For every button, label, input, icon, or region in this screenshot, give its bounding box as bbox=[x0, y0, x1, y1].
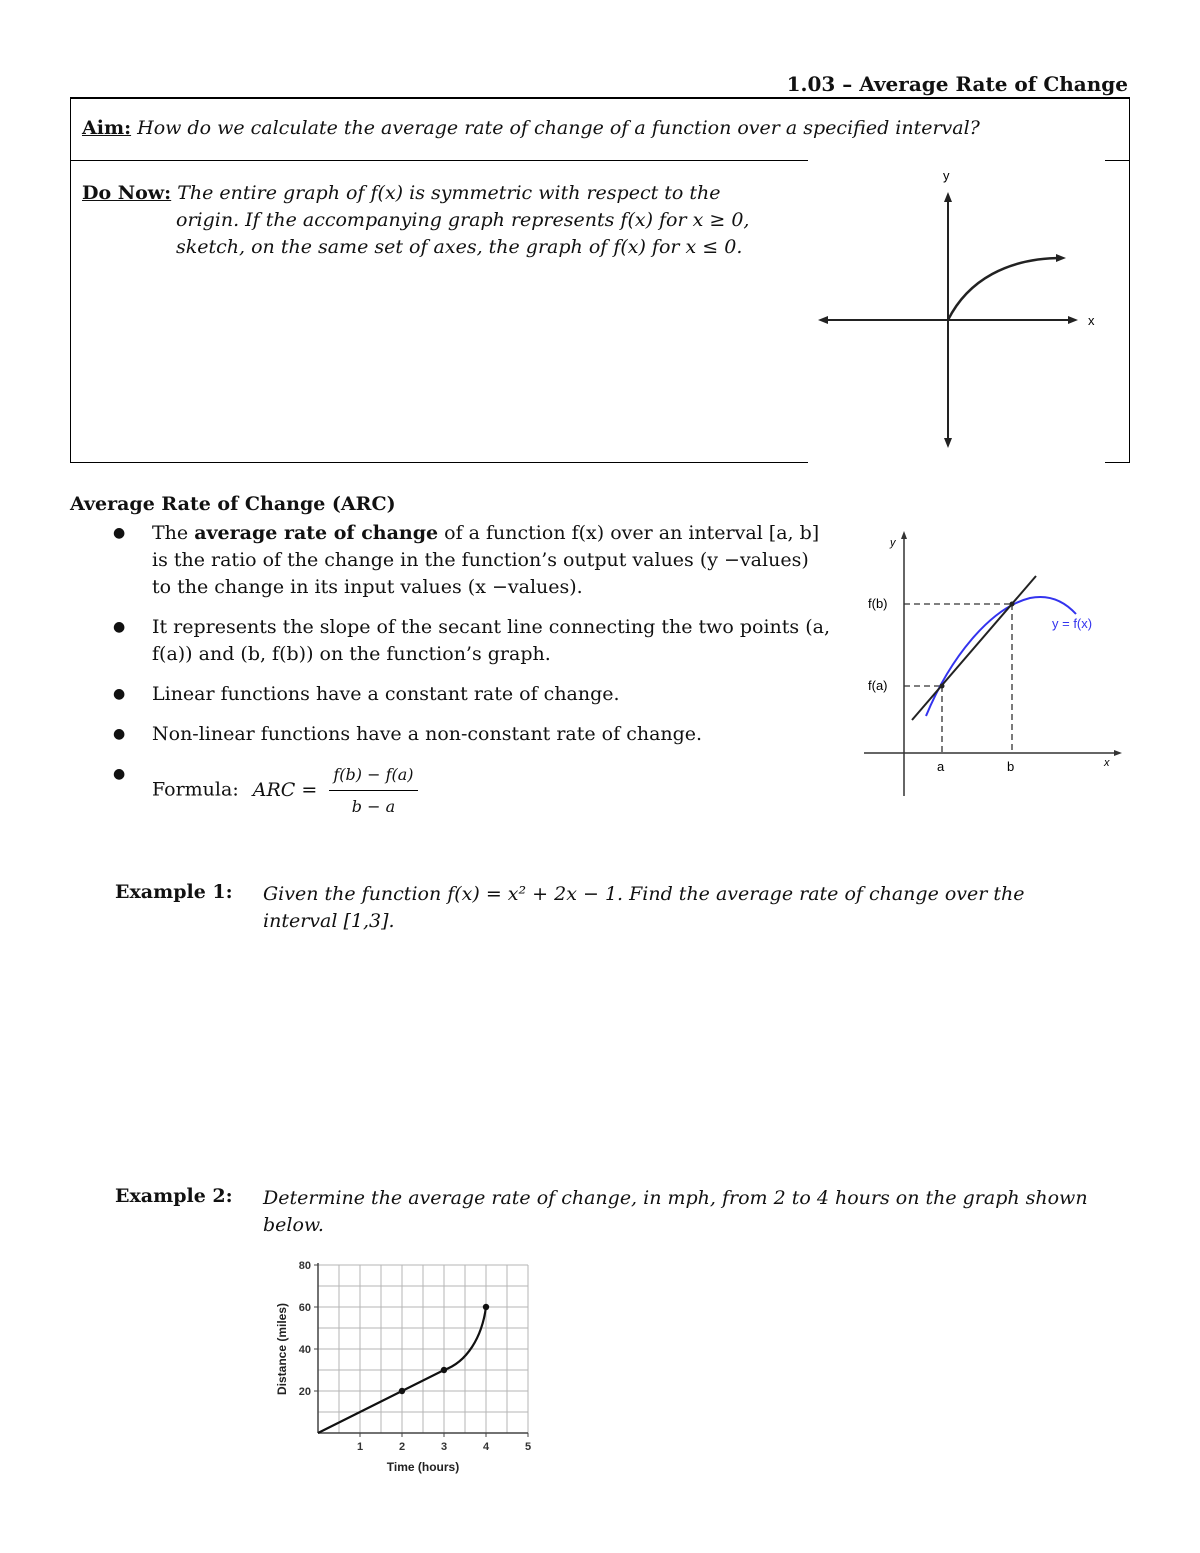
x-tick-label: 2 bbox=[398, 1441, 406, 1453]
y-axis-down-arrow bbox=[944, 438, 952, 448]
x-axis-arrow bbox=[1114, 750, 1122, 756]
example2-label: Example 2: bbox=[115, 1185, 233, 1207]
x-axis-label: x bbox=[1088, 313, 1095, 328]
y-axis-label: y bbox=[890, 537, 896, 549]
list-item bbox=[110, 761, 830, 820]
do-now-line3: sketch, on the same set of axes, the graph of f(x) for x ≤ 0. bbox=[176, 236, 743, 258]
chart-axes bbox=[314, 1263, 528, 1437]
example2-line1: Determine the average rate of change, in mph, from 2 to 4 hours on the graph shown bbox=[263, 1187, 1088, 1209]
list-item bbox=[110, 614, 830, 668]
chart-series bbox=[318, 1304, 489, 1433]
x-axis-right-arrow bbox=[1068, 316, 1078, 324]
example1-text bbox=[263, 881, 1103, 935]
do-now-line1: The entire graph of f(x) is symmetric with respect to the bbox=[177, 182, 721, 204]
secant-line bbox=[912, 576, 1036, 720]
formula-lhs: ARC = bbox=[252, 778, 318, 801]
section-title: Average Rate of Change (ARC) bbox=[70, 493, 396, 515]
chart-labels bbox=[275, 1260, 531, 1474]
y-tick-label: 80 bbox=[298, 1260, 311, 1272]
aim-statement bbox=[82, 117, 980, 139]
formula-fraction bbox=[329, 761, 417, 820]
x-axis-title: Time (hours) bbox=[386, 1460, 460, 1474]
distance-time-chart bbox=[268, 1250, 558, 1480]
y-tick-label: 60 bbox=[298, 1302, 311, 1314]
x-axis-left-arrow bbox=[818, 316, 828, 324]
bullet3: Linear functions have a constant rate of change. bbox=[152, 683, 620, 705]
aim-text: How do we calculate the average rate of change of a function over a specified interval? bbox=[137, 117, 980, 139]
aim-divider bbox=[71, 160, 808, 161]
bullet1-post: of a function f(x) over an interval [a, b] is the ratio of the change in the function’s output values (y −values) to the change in its input values (x −values). bbox=[152, 522, 820, 598]
do-now-label: Do Now: bbox=[82, 182, 172, 204]
aim-divider-right bbox=[1105, 160, 1129, 161]
y-axis-up-arrow bbox=[944, 192, 952, 202]
y-axis-label: y bbox=[943, 168, 950, 183]
fb-label: f(b) bbox=[868, 596, 888, 611]
x-axis-label: x bbox=[1104, 757, 1110, 769]
curve-f bbox=[926, 597, 1076, 716]
data-point bbox=[399, 1388, 405, 1394]
point-a bbox=[940, 684, 945, 689]
bullet2: It represents the slope of the secant line connecting the two points (a, f(a)) and (b, f(b)) on the function’s graph. bbox=[152, 616, 830, 665]
curve-label: y = f(x) bbox=[1052, 616, 1093, 631]
fa-label: f(a) bbox=[868, 678, 888, 693]
example1-line1: Given the function f(x) = x² + 2x − 1. Find the average rate of change over the bbox=[263, 883, 1025, 905]
example2-line2: below. bbox=[263, 1214, 324, 1236]
do-now-graph bbox=[808, 162, 1105, 462]
y-tick-label: 40 bbox=[298, 1344, 311, 1356]
formula-label: Formula: bbox=[152, 778, 239, 801]
x-tick-label: 4 bbox=[482, 1441, 490, 1453]
example1-line2: interval [1,3]. bbox=[263, 910, 395, 932]
aim-label: Aim: bbox=[82, 117, 132, 139]
y-tick-label: 20 bbox=[298, 1386, 311, 1398]
example1-label: Example 1: bbox=[115, 881, 233, 903]
data-point bbox=[483, 1304, 489, 1310]
example2-text bbox=[263, 1185, 1103, 1239]
curve-arrow bbox=[1056, 254, 1066, 262]
list-item bbox=[110, 681, 830, 708]
a-label: a bbox=[937, 759, 945, 774]
chart-grid bbox=[318, 1265, 528, 1433]
b-label: b bbox=[1007, 759, 1015, 774]
do-now bbox=[82, 180, 802, 261]
arc-bullet-list bbox=[110, 520, 830, 833]
x-tick-label: 3 bbox=[440, 1441, 448, 1453]
bullet1-pre: The bbox=[152, 522, 195, 544]
y-axis-title: Distance (miles) bbox=[275, 1302, 289, 1396]
bullet4: Non-linear functions have a non-constant rate of change. bbox=[152, 723, 703, 745]
do-now-line2: origin. If the accompanying graph represents f(x) for x ≥ 0, bbox=[176, 209, 750, 231]
formula-denominator: b − a bbox=[351, 797, 396, 816]
x-tick-label: 1 bbox=[356, 1441, 364, 1453]
curve-f bbox=[948, 258, 1062, 320]
x-tick-label: 5 bbox=[524, 1441, 532, 1453]
page-title: 1.03 – Average Rate of Change bbox=[786, 72, 1128, 96]
formula-numerator: f(b) − f(a) bbox=[329, 761, 417, 791]
list-item bbox=[110, 520, 830, 601]
point-b bbox=[1010, 602, 1015, 607]
data-point bbox=[441, 1367, 447, 1373]
bullet1-bold: average rate of change bbox=[194, 522, 439, 544]
secant-graph bbox=[860, 528, 1130, 800]
y-axis-arrow bbox=[901, 531, 907, 539]
list-item bbox=[110, 721, 830, 748]
